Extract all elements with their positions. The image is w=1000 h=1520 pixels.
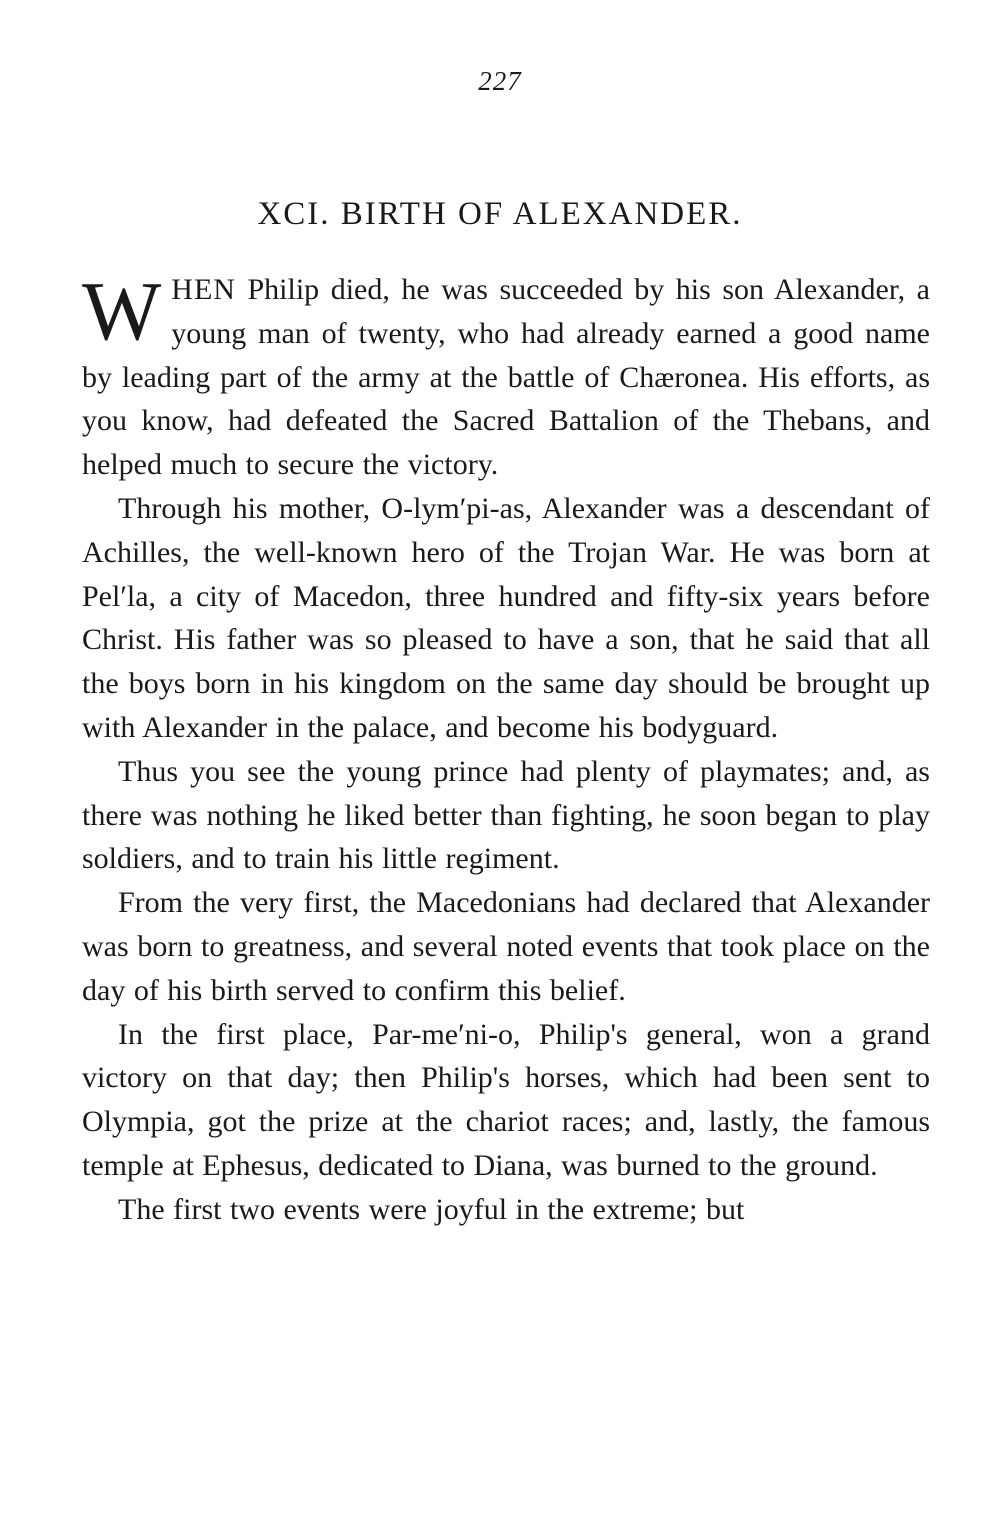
paragraph-1: [82, 265, 930, 487]
chapter-title: XCI. BIRTH OF ALEXANDER.: [257, 196, 743, 232]
paragraph-6: The first two events were joyful in the extreme; but: [118, 1192, 745, 1226]
paragraph-1-text: Philip died, he was succeeded by his son Alexander, a young man of twenty, who had already earned a good name by leading part of the army at the battle of Chæronea. His efforts, as you know, had defeated the Sacred Battalion of the Thebans, and helped much to secure the victory.: [82, 273, 930, 482]
drop-cap: W: [82, 265, 162, 358]
paragraph-2: Through his mother, O-lym′pi-as, Alexander was a descendant of Achilles, the well-known hero of the Trojan War. He was born at Pel′la, a city of Macedon, three hundred and fifty-six years before Christ. His father was so pleased to have a son, that he said that all the boys born in his kingdom on the same day should be brought up with Alexander in the palace, and become his bodyguard.: [82, 491, 930, 744]
paragraph-4: From the very first, the Macedonians had declared that Alexander was born to greatness, and several noted events that took place on the day of his birth served to confirm this belief.: [82, 886, 930, 1007]
paragraph-lead: HEN: [171, 273, 236, 306]
paragraph-5: In the first place, Par-me′ni-o, Philip's general, won a grand victory on that day; then Philip's horses, which had been sent to Olympia, got the prize at the chariot races; and, lastly, the famous temple at Ephesus, dedicated to Diana, was burned to the ground.: [82, 1017, 930, 1182]
page-number: 227: [478, 66, 522, 96]
paragraph-3: Thus you see the young prince had plenty of playmates; and, as there was nothing he liked better than fighting, he soon began to play soldiers, and to train his little regiment.: [82, 754, 930, 876]
text-body: [82, 265, 930, 1232]
